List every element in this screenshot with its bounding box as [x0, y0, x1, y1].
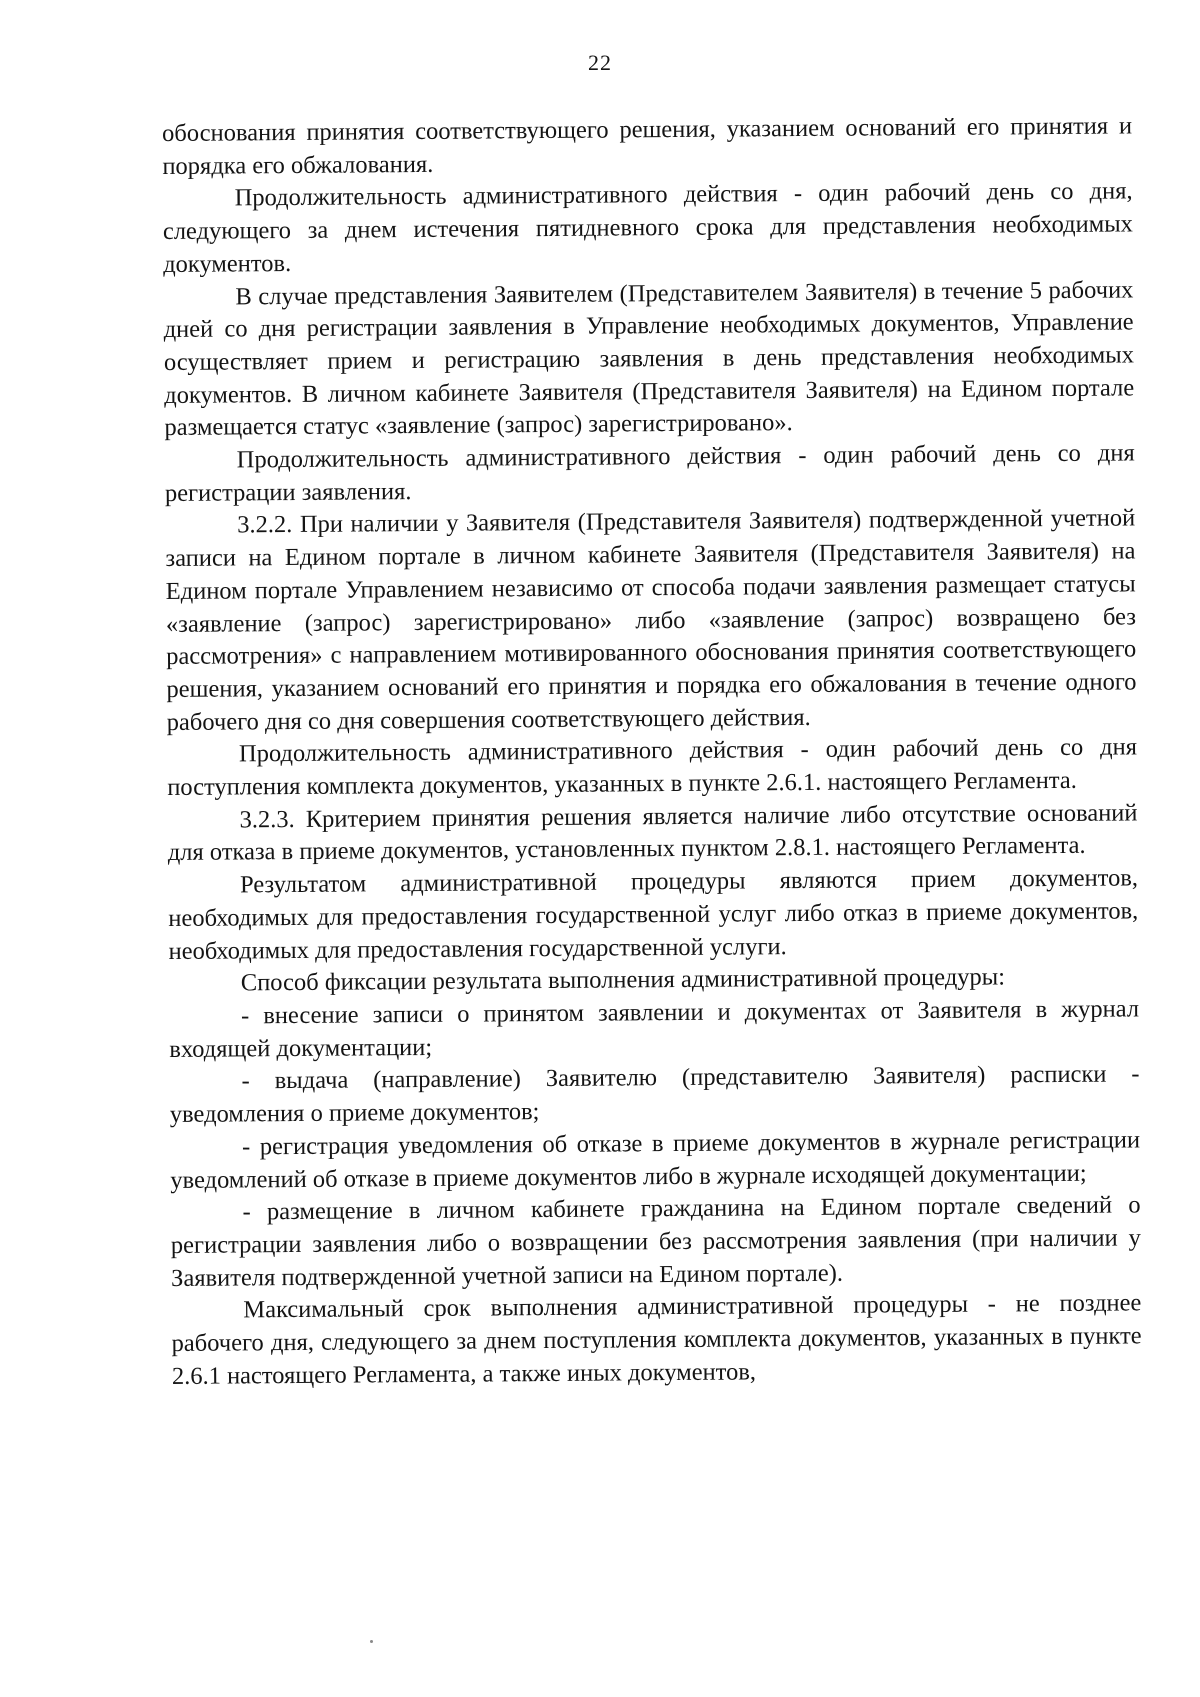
- scan-speck: [370, 1640, 373, 1643]
- list-item-refusal-registration: - регистрация уведомления об отказе в приеме документов в журнале регистрации уведомлений об отказе в приеме документов либо в журнале исходящей документации;: [170, 1126, 1141, 1194]
- list-item-journal-entry: - внесение записи о принятом заявлении и документах от Заявителя в журнал входящей документации;: [169, 995, 1140, 1063]
- list-item-portal-placement: - размещение в личном кабинете гражданина на Едином портале сведений о регистрации заявления либо о возвращении без рассмотрения заявления (при наличии у Заявителя подтвержденной учетной записи на Едином портале).: [170, 1191, 1141, 1292]
- list-item-receipt-issue: - выдача (направление) Заявителю (представителю Заявителя) расписки - уведомления о приеме документов;: [169, 1060, 1140, 1129]
- paragraph-result: Результатом административной процедуры являются прием документов, необходимых для предоставления государственной услуг либо отказ в приеме документов, необходимых для предоставления государственной услуги.: [168, 864, 1139, 965]
- paragraph-fixation-method: Способ фиксации результата выполнения административной процедуры:: [240, 963, 1006, 997]
- paragraph-duration-2: Продолжительность административного действия - один рабочий день со дня регистрации заявления.: [164, 439, 1135, 507]
- paragraph-duration-1: Продолжительность административного действия - один рабочий день со дня, следующего за днем истечения пятидневного срока для представления необходимых документов.: [162, 177, 1133, 278]
- paragraph-max-term: Максимальный срок выполнения административной процедуры - не позднее рабочего дня, следующего за днем поступления комплекта документов, указанных в пункте 2.6.1 настоящего Регламента, а также иных документов,: [171, 1289, 1142, 1390]
- paragraph-3-2-2: 3.2.2. При наличии у Заявителя (Представителя Заявителя) подтвержденной учетной записи на Едином портале в личном кабинете Заявителя (Представителя Заявителя) на Едином портале Управлением независимо от способа подачи заявления размещает статусы «заявление (запрос) зарегистрировано» либо «заявление (запрос) возвращено без рассмотрения» с направлением мотивированного обоснования принятия соответствующего решения, указанием оснований его принятия и порядка его обжалования в течение одного рабочего дня со дня совершения соответствующего действия.: [165, 504, 1137, 736]
- document-body: [162, 110, 1142, 1393]
- paragraph-duration-3: Продолжительность административного действия - один рабочий день со дня поступления комплекта документов, указанных в пункте 2.6.1. настоящего Регламента.: [167, 733, 1138, 802]
- page-number: 22: [588, 50, 612, 75]
- paragraph-3-2-3: 3.2.3. Критерием принятия решения является наличие либо отсутствие оснований для отказа в приеме документов, установленных пунктом 2.8.1. настоящего Регламента.: [167, 799, 1138, 867]
- paragraph-continuation: обоснования принятия соответствующего решения, указанием оснований его принятия и порядка его обжалования.: [162, 112, 1133, 180]
- paragraph-submission-case: В случае представления Заявителем (Представителем Заявителя) в течение 5 рабочих дней со дня регистрации заявления в Управление необходимых документов, Управление осуществляет прием и регистрацию заявления в день представления необходимых документов. В личном кабинете Заявителя (Представителя Заявителя) на Едином портале размещается статус «заявление (запрос) зарегистрировано».: [163, 275, 1135, 442]
